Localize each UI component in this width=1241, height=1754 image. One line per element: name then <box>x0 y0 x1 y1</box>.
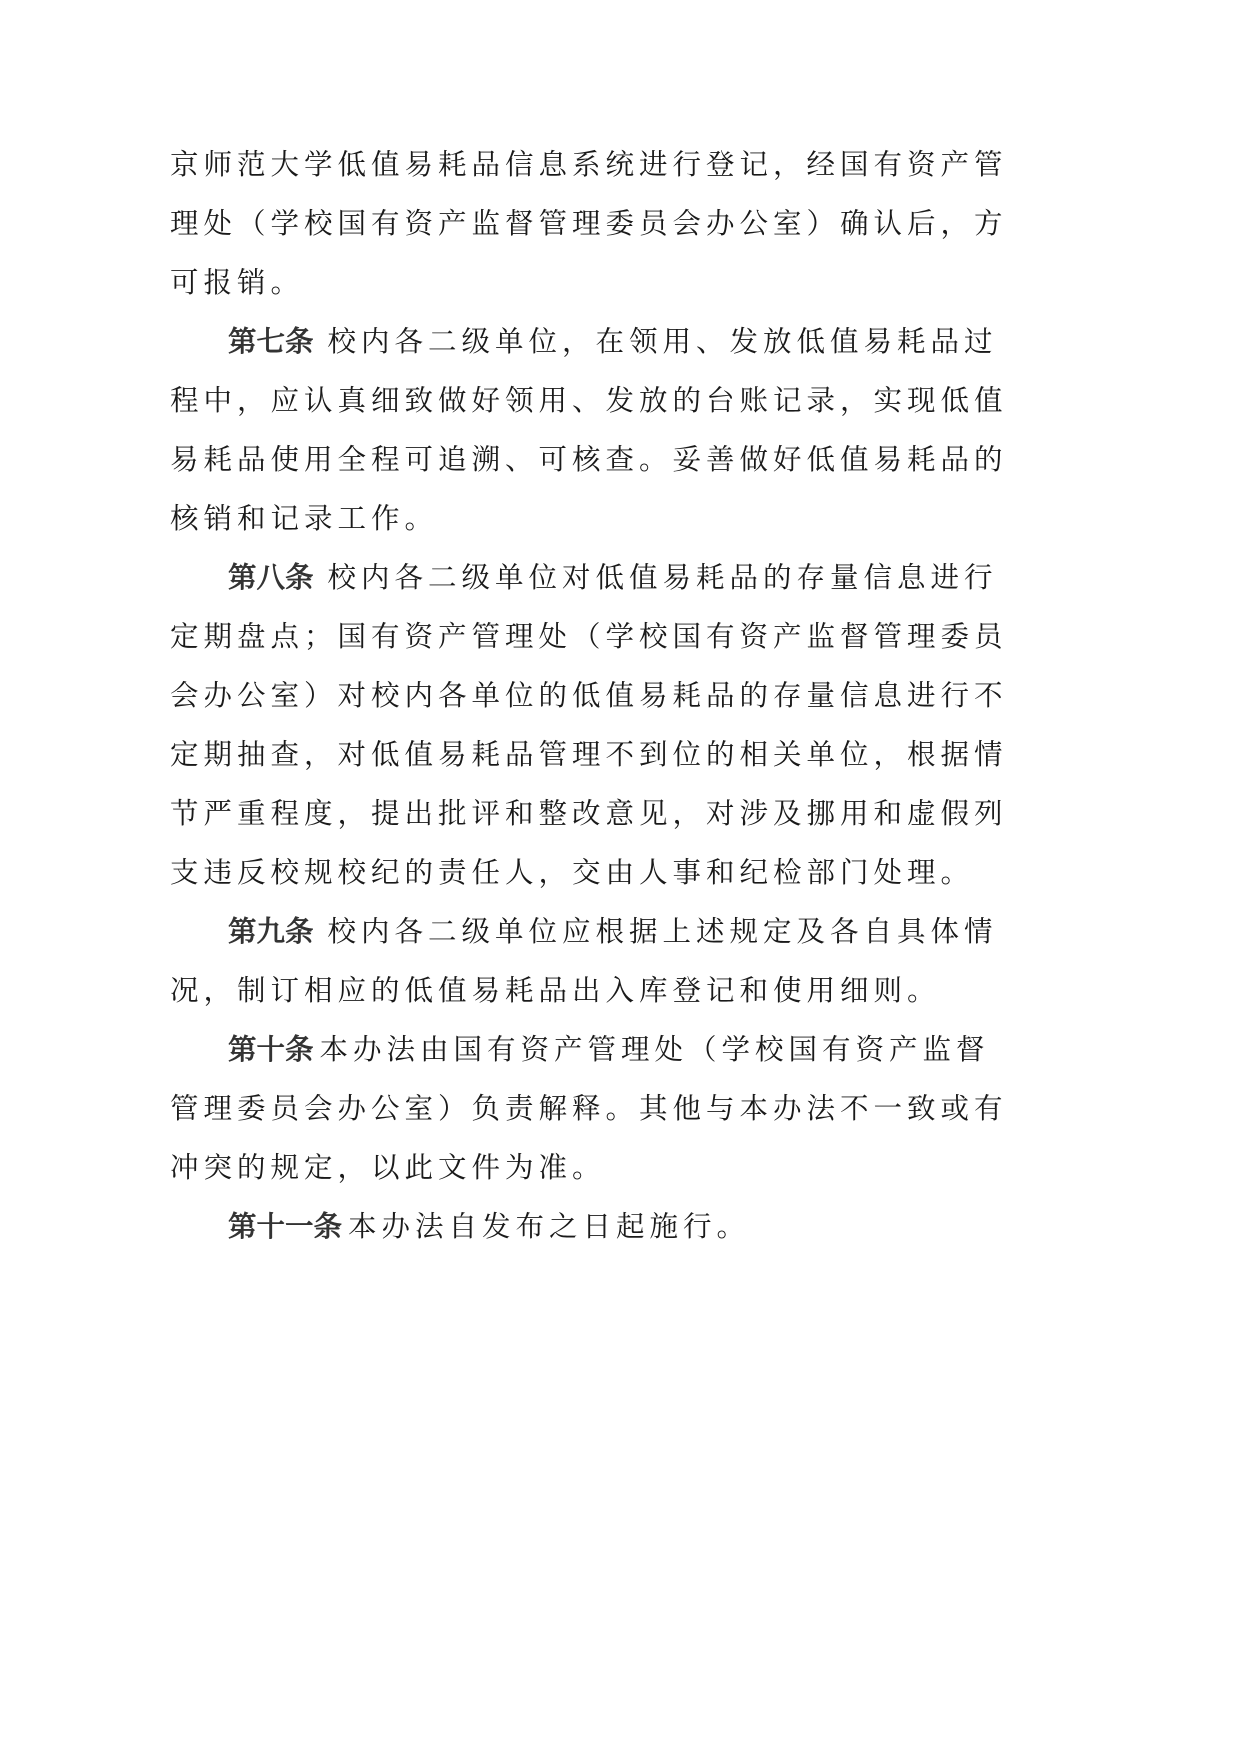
article-7 <box>170 317 1008 553</box>
text-line: 定期抽查，对低值易耗品管理不到位的相关单位，根据情 <box>170 738 1008 771</box>
article-8 <box>170 553 1008 907</box>
article-number: 第十条 <box>228 1033 314 1066</box>
text-line <box>170 317 998 376</box>
article-text: 校内各二级单位应根据上述规定及各自具体情 <box>327 915 998 948</box>
text-line: 易耗品使用全程可追溯、可核查。妥善做好低值易耗品的 <box>170 443 1008 476</box>
text-line: 程中，应认真细致做好领用、发放的台账记录，实现低值 <box>170 384 1008 417</box>
article-number: 第十一条 <box>228 1210 343 1243</box>
text-line: 况，制订相应的低值易耗品出入库登记和使用细则。 <box>170 974 941 1007</box>
text-line: 会办公室）对校内各单位的低值易耗品的存量信息进行不 <box>170 679 1008 712</box>
text-line: 理处（学校国有资产监督管理委员会办公室）确认后，方 <box>170 207 1008 240</box>
article-number: 第七条 <box>228 325 314 358</box>
text-line: 定期盘点；国有资产管理处（学校国有资产监督管理委员 <box>170 620 1008 653</box>
text-line <box>170 1025 990 1084</box>
article-number: 第八条 <box>228 561 314 594</box>
article-text: 校内各二级单位对低值易耗品的存量信息进行 <box>327 561 998 594</box>
article-9 <box>170 907 998 1025</box>
article-11 <box>170 1202 940 1261</box>
text-line: 冲突的规定，以此文件为准。 <box>170 1151 606 1184</box>
text-line: 节严重程度，提出批评和整改意见，对涉及挪用和虚假列 <box>170 797 1008 830</box>
document-body <box>170 140 1008 1261</box>
text-line: 京师范大学低值易耗品信息系统进行登记，经国有资产管 <box>170 148 1008 181</box>
text-line <box>170 1202 940 1261</box>
text-line <box>170 553 998 612</box>
text-line: 支违反校规校纪的责任人，交由人事和纪检部门处理。 <box>170 856 975 889</box>
text-line: 核销和记录工作。 <box>170 502 439 535</box>
article-text: 校内各二级单位，在领用、发放低值易耗品过 <box>327 325 998 358</box>
text-line <box>170 907 998 966</box>
article-10 <box>170 1025 1008 1202</box>
article-text: 本办法自发布之日起施行。 <box>348 1210 751 1243</box>
article-number: 第九条 <box>228 915 314 948</box>
article-text: 本办法由国有资产管理处（学校国有资产监督 <box>319 1033 990 1066</box>
paragraph-continuation <box>170 140 1008 317</box>
text-line: 管理委员会办公室）负责解释。其他与本办法不一致或有 <box>170 1092 1008 1125</box>
text-line: 可报销。 <box>170 266 305 299</box>
